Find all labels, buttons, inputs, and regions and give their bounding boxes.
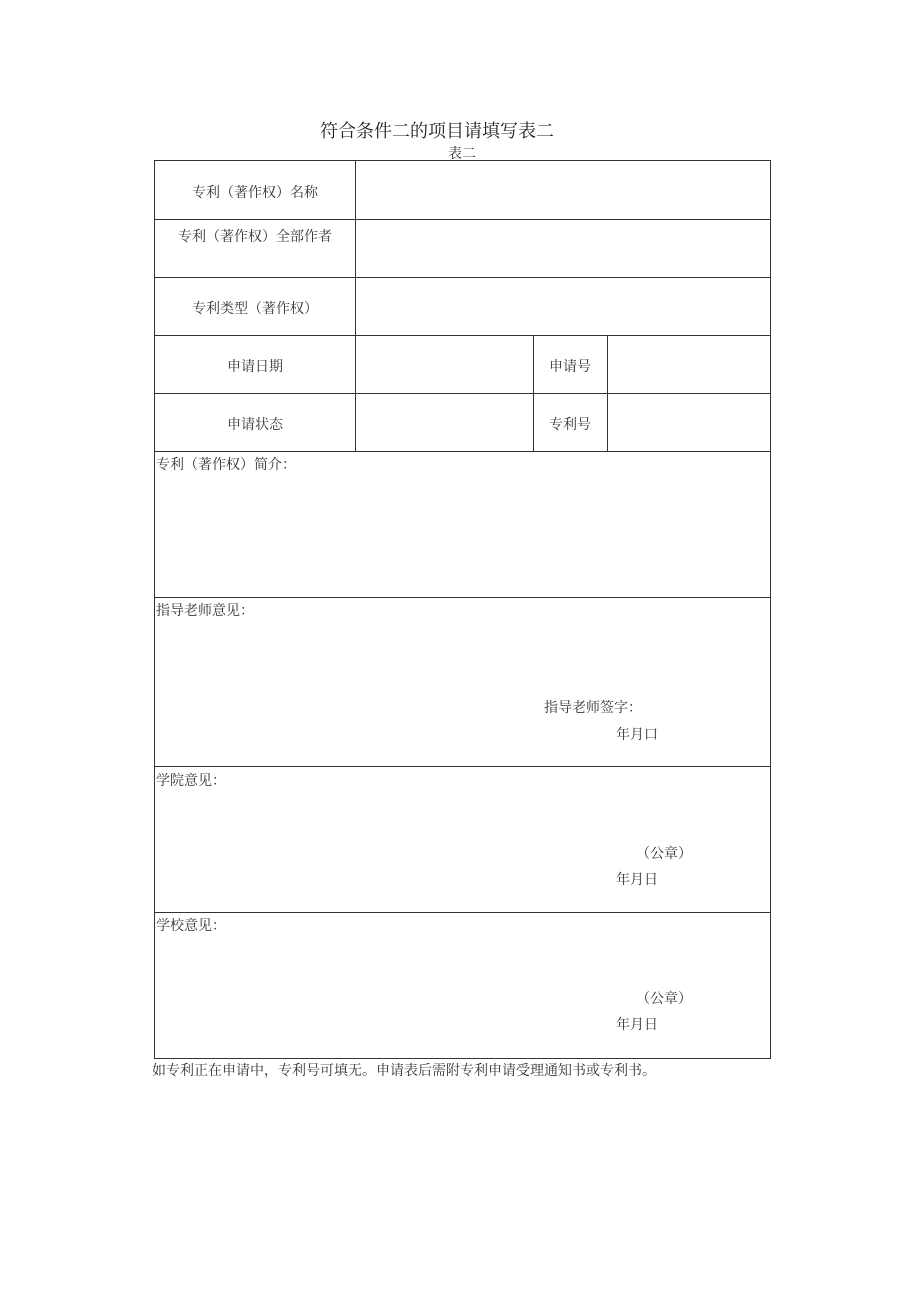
patent-name-field[interactable] [356, 161, 770, 219]
college-date: 年月日 [616, 872, 658, 888]
college-opinion-label: 学院意见： [156, 773, 226, 789]
patent-number-field[interactable] [608, 394, 770, 451]
all-authors-label: 专利（著作权）全部作者 [178, 229, 332, 245]
patent-number-label: 专利号 [549, 417, 591, 433]
school-opinion-label: 学校意见： [156, 918, 226, 934]
advisor-date: 年月口 [616, 727, 658, 743]
school-opinion-field[interactable] [155, 934, 770, 984]
apply-number-label: 申请号 [549, 359, 591, 375]
advisor-opinion-field[interactable] [155, 619, 770, 689]
footnote: 如专利正在申请中，专利号可填无。申请表后需附专利申请受理通知书或专利书。 [152, 1063, 656, 1079]
college-seal: （公章） [636, 846, 692, 862]
apply-date-label: 申请日期 [227, 359, 283, 375]
all-authors-field[interactable] [356, 220, 770, 277]
apply-date-field[interactable] [356, 336, 533, 393]
school-date: 年月日 [616, 1017, 658, 1033]
patent-name-label: 专利（著作权）名称 [192, 185, 318, 201]
intro-label: 专利（著作权）简介： [156, 457, 296, 473]
row-divider [155, 451, 770, 452]
page-title: 符合条件二的项目请填写表二 [320, 121, 554, 142]
apply-status-label: 申请状态 [227, 417, 283, 433]
advisor-opinion-label: 指导老师意见： [156, 603, 254, 619]
apply-status-field[interactable] [356, 394, 533, 451]
intro-field[interactable] [155, 473, 770, 595]
table-label: 表二 [448, 146, 476, 162]
row-divider [155, 766, 770, 767]
application-form-table [154, 160, 771, 1059]
row-divider [155, 597, 770, 598]
school-seal: （公章） [636, 991, 692, 1007]
row-divider [155, 912, 770, 913]
college-opinion-field[interactable] [155, 789, 770, 839]
advisor-signature-label: 指导老师签字： [544, 700, 642, 716]
patent-type-field[interactable] [356, 278, 770, 335]
apply-number-field[interactable] [608, 336, 770, 393]
patent-type-label: 专利类型（著作权） [192, 301, 318, 317]
